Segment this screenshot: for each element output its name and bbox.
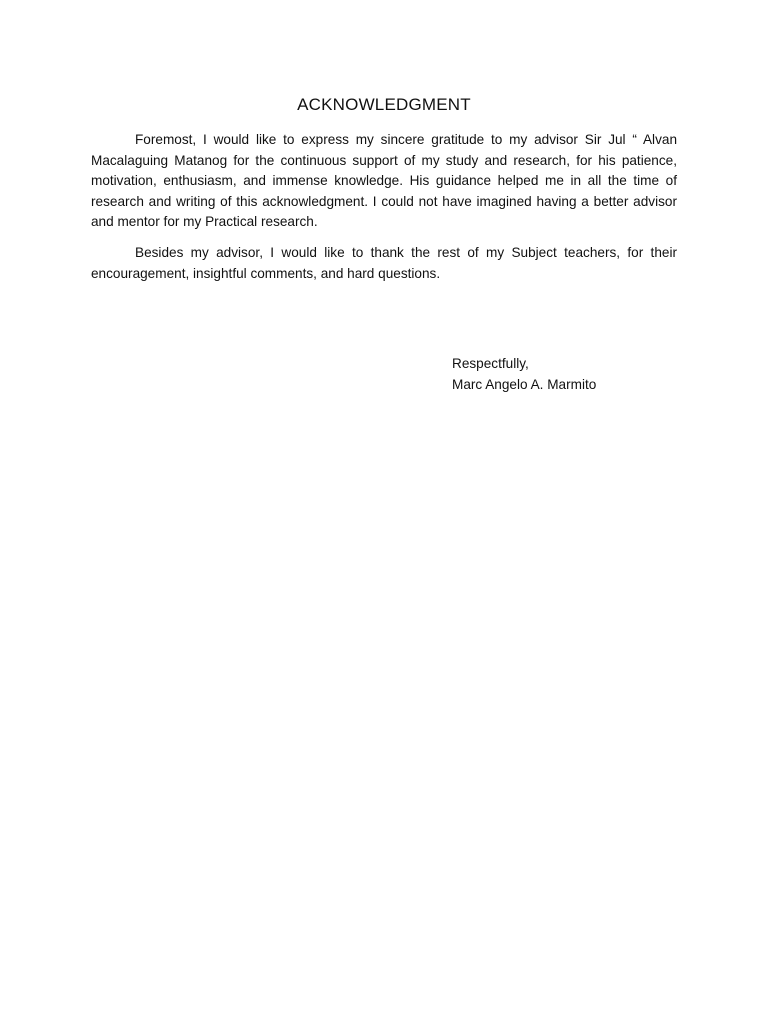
document-title: ACKNOWLEDGMENT (297, 95, 471, 114)
signature-block (452, 354, 596, 395)
document-body (91, 130, 677, 294)
paragraph-gratitude: Foremost, I would like to express my sincere gratitude to my advisor Sir Jul “ Alvan Macalaguing Matanog for the continuous support of my study and research, for his patience, motivation, enthusiasm, and immense knowledge. His guidance helped me in all the time of research and writing of this acknowledgment. I could not have imagined having a better advisor and mentor for my Practical research. (91, 132, 677, 230)
closing-salutation: Respectfully, (452, 356, 529, 371)
signatory-name: Marc Angelo A. Marmito (452, 376, 597, 392)
paragraph-thanks-teachers: Besides my advisor, I would like to thank the rest of my Subject teachers, for their encouragement, insightful comments, and hard questions. (91, 244, 677, 281)
